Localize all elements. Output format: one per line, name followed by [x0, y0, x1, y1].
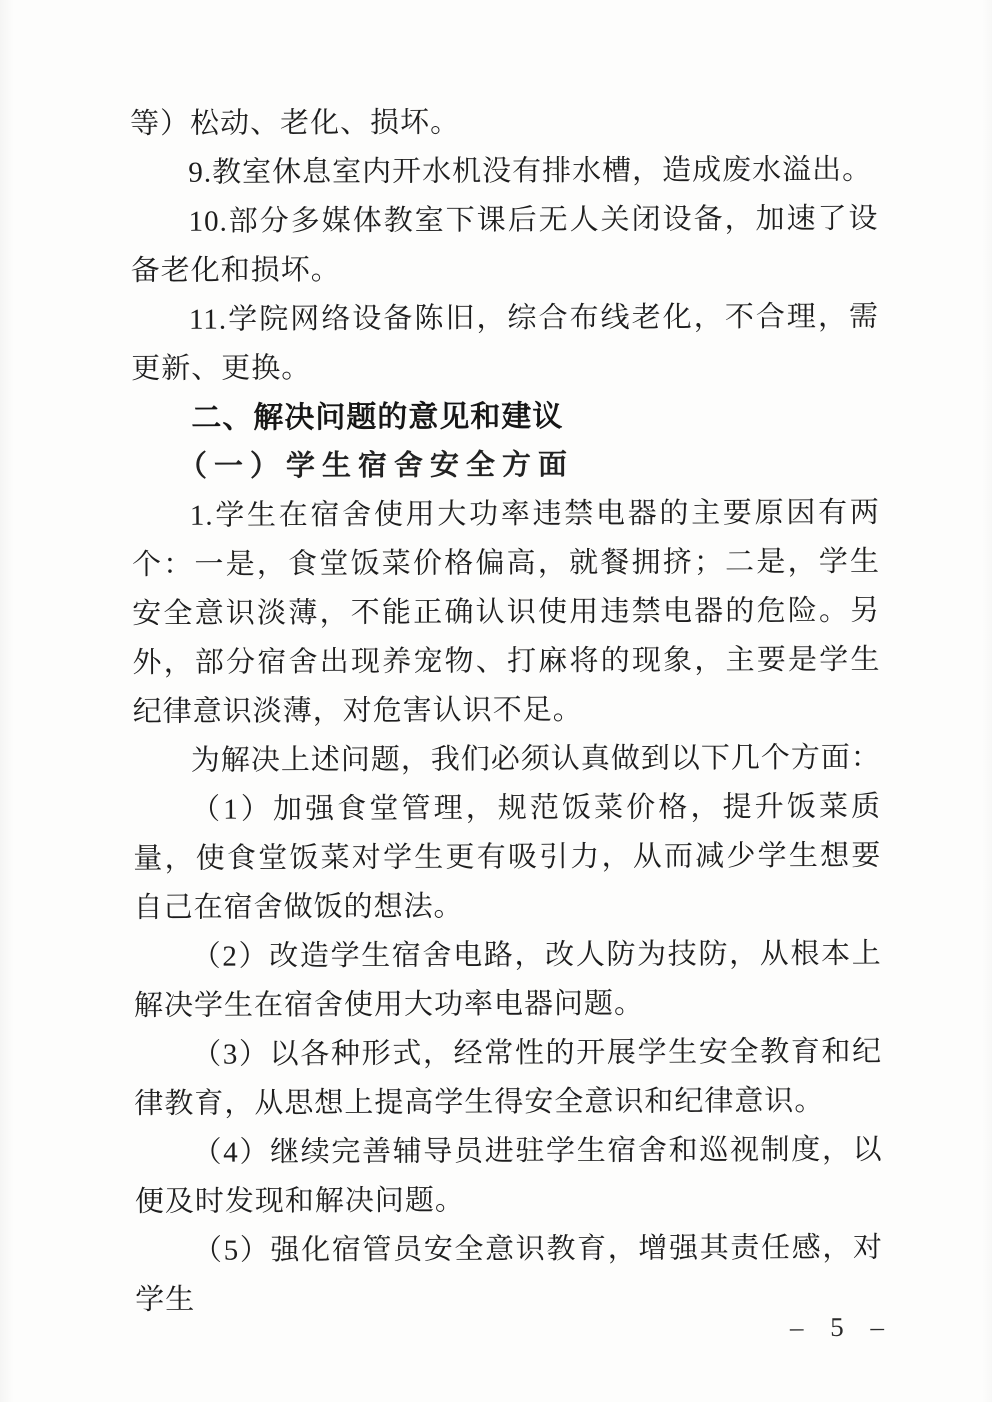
page-number: – 5 – [789, 1311, 895, 1343]
paragraph: （5）强化宿管员安全意识教育，增强其责任感，对学生 [135, 1231, 884, 1316]
paragraph: （1）加强食堂管理，规范饭菜价格，提升饭菜质量，使食堂饭菜对学生更有吸引力，从而减少学生想要自己在宿舍做饭的想法。 [133, 790, 882, 924]
paragraph: 为解决上述问题，我们必须认真做到以下几个方面： [190, 741, 881, 777]
section-heading: 二、解决问题的意见和建议 [191, 400, 564, 435]
paragraph: 10.部分多媒体教室下课后无人关闭设备，加速了设备老化和损坏。 [130, 202, 879, 287]
paragraph: 等）松动、老化、损坏。 [130, 106, 461, 140]
paragraph: （2）改造学生宿舍电路，改人防为技防，从根本上解决学生在宿舍使用大功率电器问题。 [133, 937, 882, 1022]
document-body [130, 97, 883, 1325]
paragraph: 11.学院网络设备陈旧，综合布线老化，不合理，需更新、更换。 [131, 300, 880, 385]
paragraph: （4）继续完善辅导员进驻学生宿舍和巡视制度，以便及时发现和解决问题。 [134, 1133, 883, 1218]
paragraph: 9.教室休息室内开水机没有排水槽，造成废水溢出。 [188, 153, 873, 189]
subsection-heading: （一）学生宿舍安全方面 [177, 449, 575, 483]
paragraph: （3）以各种形式，经常性的开展学生安全教育和纪律教育，从思想上提高学生得安全意识和纪律意识。 [134, 1035, 883, 1120]
paragraph: 1.学生在宿舍使用大功率违禁电器的主要原因有两个：一是，食堂饭菜价格偏高，就餐拥挤；二是，学生安全意识淡薄，不能正确认识使用违禁电器的危险。另外，部分宿舍出现养宠物、打麻将的现象，主要是学生纪律意识淡薄，对危害认识不足。 [131, 496, 881, 728]
